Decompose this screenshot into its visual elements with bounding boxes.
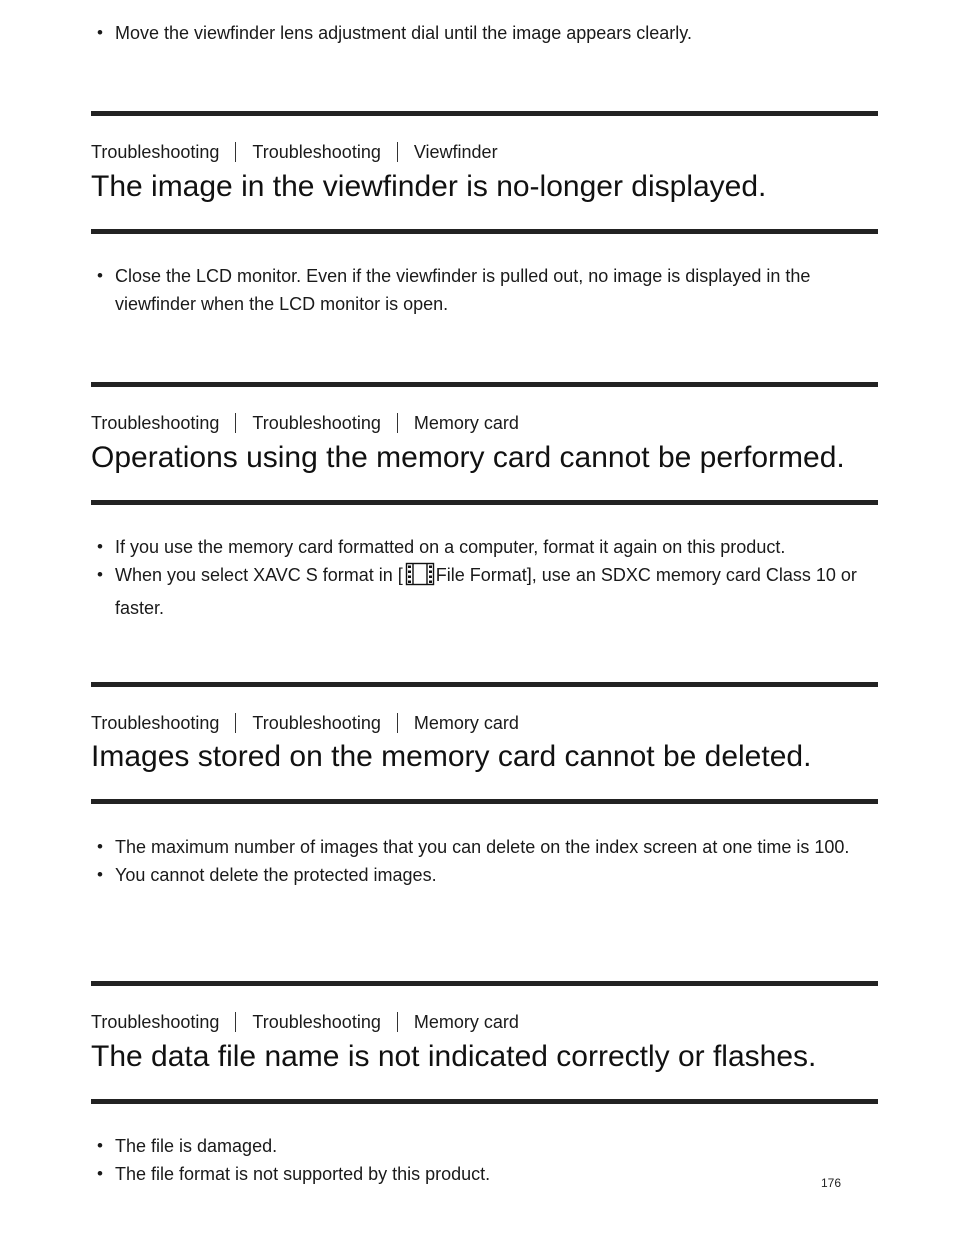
breadcrumb-item: Troubleshooting — [252, 1011, 381, 1032]
section-divider — [91, 382, 878, 387]
breadcrumb — [91, 711, 519, 735]
breadcrumb-separator — [397, 1012, 398, 1032]
section-divider — [91, 1099, 878, 1104]
list-item: • Move the viewfinder lens adjustment dial until the image appears clearly. — [93, 19, 883, 47]
breadcrumb-separator — [235, 142, 236, 162]
section-divider — [91, 500, 878, 505]
section-title: The data file name is not indicated correctly or flashes. — [91, 1040, 817, 1073]
breadcrumb — [91, 1010, 519, 1034]
section-divider — [91, 229, 878, 234]
section-divider — [91, 682, 878, 687]
breadcrumb-item: Troubleshooting — [252, 712, 381, 733]
movie-film-icon — [405, 562, 435, 594]
breadcrumb-item: Troubleshooting — [252, 141, 381, 162]
list-item: • The maximum number of images that you can delete on the index screen at one time is 100. — [93, 833, 883, 861]
breadcrumb-separator — [235, 413, 236, 433]
section-title: The image in the viewfinder is no-longer displayed. — [91, 170, 767, 203]
breadcrumb-item: Memory card — [413, 1011, 519, 1032]
answer-list — [93, 262, 883, 318]
breadcrumb — [91, 411, 519, 435]
section-divider — [91, 799, 878, 804]
breadcrumb-item: Memory card — [413, 412, 519, 433]
section-title: Operations using the memory card cannot be performed. — [91, 441, 845, 474]
intro-list — [93, 19, 883, 47]
breadcrumb-separator — [235, 713, 236, 733]
breadcrumb-item: Troubleshooting — [91, 1011, 220, 1032]
list-item-text-before: When you select XAVC S format in [ — [115, 565, 403, 585]
breadcrumb — [91, 140, 498, 164]
breadcrumb-item: Troubleshooting — [252, 412, 381, 433]
section-title: Images stored on the memory card cannot be deleted. — [91, 740, 812, 773]
breadcrumb-item: Memory card — [413, 712, 519, 733]
breadcrumb-item: Viewfinder — [413, 141, 498, 162]
list-item-text-after: File Format], use an SDXC memory card Class 10 or faster. — [115, 565, 857, 618]
page-number: 176 — [821, 1176, 842, 1190]
answer-list — [93, 833, 883, 889]
answer-list — [93, 1132, 883, 1188]
list-item: • If you use the memory card formatted on a computer, format it again on this product. — [93, 533, 883, 561]
section-divider — [91, 981, 878, 986]
breadcrumb-separator — [235, 1012, 236, 1032]
list-item: • The file is damaged. — [93, 1132, 883, 1160]
answer-list — [93, 533, 883, 622]
breadcrumb-separator — [397, 413, 398, 433]
breadcrumb-separator — [397, 713, 398, 733]
list-item: • Close the LCD monitor. Even if the viewfinder is pulled out, no image is displayed in the viewfinder when the LCD monitor is open. — [93, 262, 883, 318]
list-item: • You cannot delete the protected images. — [93, 861, 883, 889]
breadcrumb-item: Troubleshooting — [91, 712, 220, 733]
section-divider — [91, 111, 878, 116]
breadcrumb-item: Troubleshooting — [91, 412, 220, 433]
breadcrumb-item: Troubleshooting — [91, 141, 220, 162]
list-item: • The file format is not supported by this product. — [93, 1160, 883, 1188]
list-item — [93, 561, 883, 622]
breadcrumb-separator — [397, 142, 398, 162]
